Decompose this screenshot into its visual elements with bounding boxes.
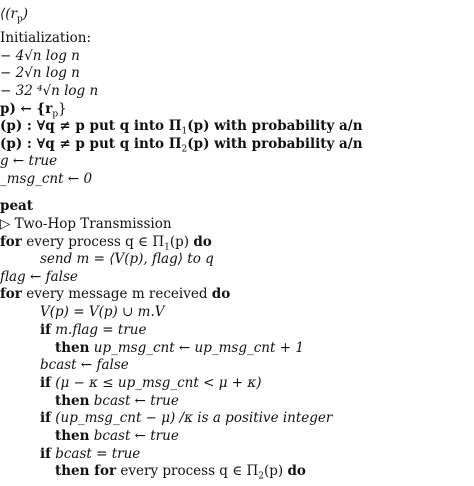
line-segment: _msg_cnt ← 0 [0,171,93,187]
algorithm-line [40,410,332,427]
algorithm-line [40,375,261,392]
algorithm-line [0,269,78,286]
line-segment: do [211,286,231,302]
algorithm-line [40,446,140,463]
line-segment: then [55,428,90,444]
line-segment: (p) [264,463,288,479]
line-segment: p) ← {r [0,101,53,117]
line-segment: if [40,446,51,462]
line-segment: send m = ⟨V(p), flag⟩ to q [40,251,214,267]
line-segment: } [58,101,67,117]
algorithm-line [0,286,230,303]
line-segment: flag ← false [0,269,78,285]
line-segment: then [55,393,90,409]
algorithm-line [55,463,306,486]
line-segment: (p) with probability a/n [187,136,363,152]
algorithm-line [40,357,129,374]
line-segment: every process q ∈ Π [21,234,165,250]
algorithm-line [0,48,80,65]
line-segment: ▷ Two-Hop Transmission [0,216,172,232]
line-segment: − 32 ⁴√n log n [0,83,99,99]
line-segment: − 2√n log n [0,65,80,81]
line-segment: if [40,410,51,426]
line-segment: (p) with probability a/n [187,118,363,134]
line-segment: for [0,234,22,250]
line-segment: up_msg_cnt ← up_msg_cnt + 1 [89,340,304,356]
line-segment: (μ − κ ≤ up_msg_cnt < μ + κ) [50,375,262,391]
line-segment: if [40,322,51,338]
line-segment: bcast = true [50,446,141,462]
line-segment: 2 [181,144,188,155]
line-segment: ⟨(r [0,6,17,22]
algorithm-line [0,30,91,47]
algorithm-line [40,322,146,339]
algorithm-line [0,171,92,188]
line-segment: (p) [169,234,194,250]
line-segment: m.flag = true [50,322,147,338]
algorithm-line [0,65,80,82]
line-segment: then for [55,463,117,479]
line-segment: p [52,109,59,120]
algorithm-line [0,198,33,215]
line-segment: then [55,340,90,356]
line-segment: for [0,286,22,302]
line-segment: peat [0,198,34,214]
line-segment: ) [22,6,29,22]
algorithm-line [55,428,179,445]
line-segment: Initialization: [0,30,92,46]
algorithm-line [0,83,98,100]
algorithm-line [55,393,179,410]
line-segment: (p) : ∀q ≠ p put q into Π [0,118,182,134]
line-segment: if [40,375,51,391]
algorithm-line [0,153,57,170]
line-segment: bcast ← true [89,393,179,409]
algorithm-line [55,340,304,357]
line-segment: − 4√n log n [0,48,80,64]
line-segment: 1 [164,242,170,253]
algorithm-line [40,304,164,321]
algorithm-line [40,251,214,268]
algorithm-line [0,216,172,233]
line-segment: (p) : ∀q ≠ p put q into Π [0,136,182,152]
line-segment: (up_msg_cnt − μ) /κ is a positive integer [50,410,333,426]
line-segment: p [17,14,23,25]
line-segment: 1 [181,126,188,137]
line-segment: g ← true [0,153,58,169]
line-segment: every process q ∈ Π [116,463,259,479]
line-segment: bcast ← false [40,357,129,373]
line-segment: 2 [258,471,265,482]
algorithm-line [0,6,28,29]
line-segment: do [287,463,306,479]
line-segment: every message m received [21,286,212,302]
line-segment: do [193,234,212,250]
line-segment: bcast ← true [89,428,179,444]
line-segment: V(p) = V(p) ∪ m.V [40,304,165,320]
